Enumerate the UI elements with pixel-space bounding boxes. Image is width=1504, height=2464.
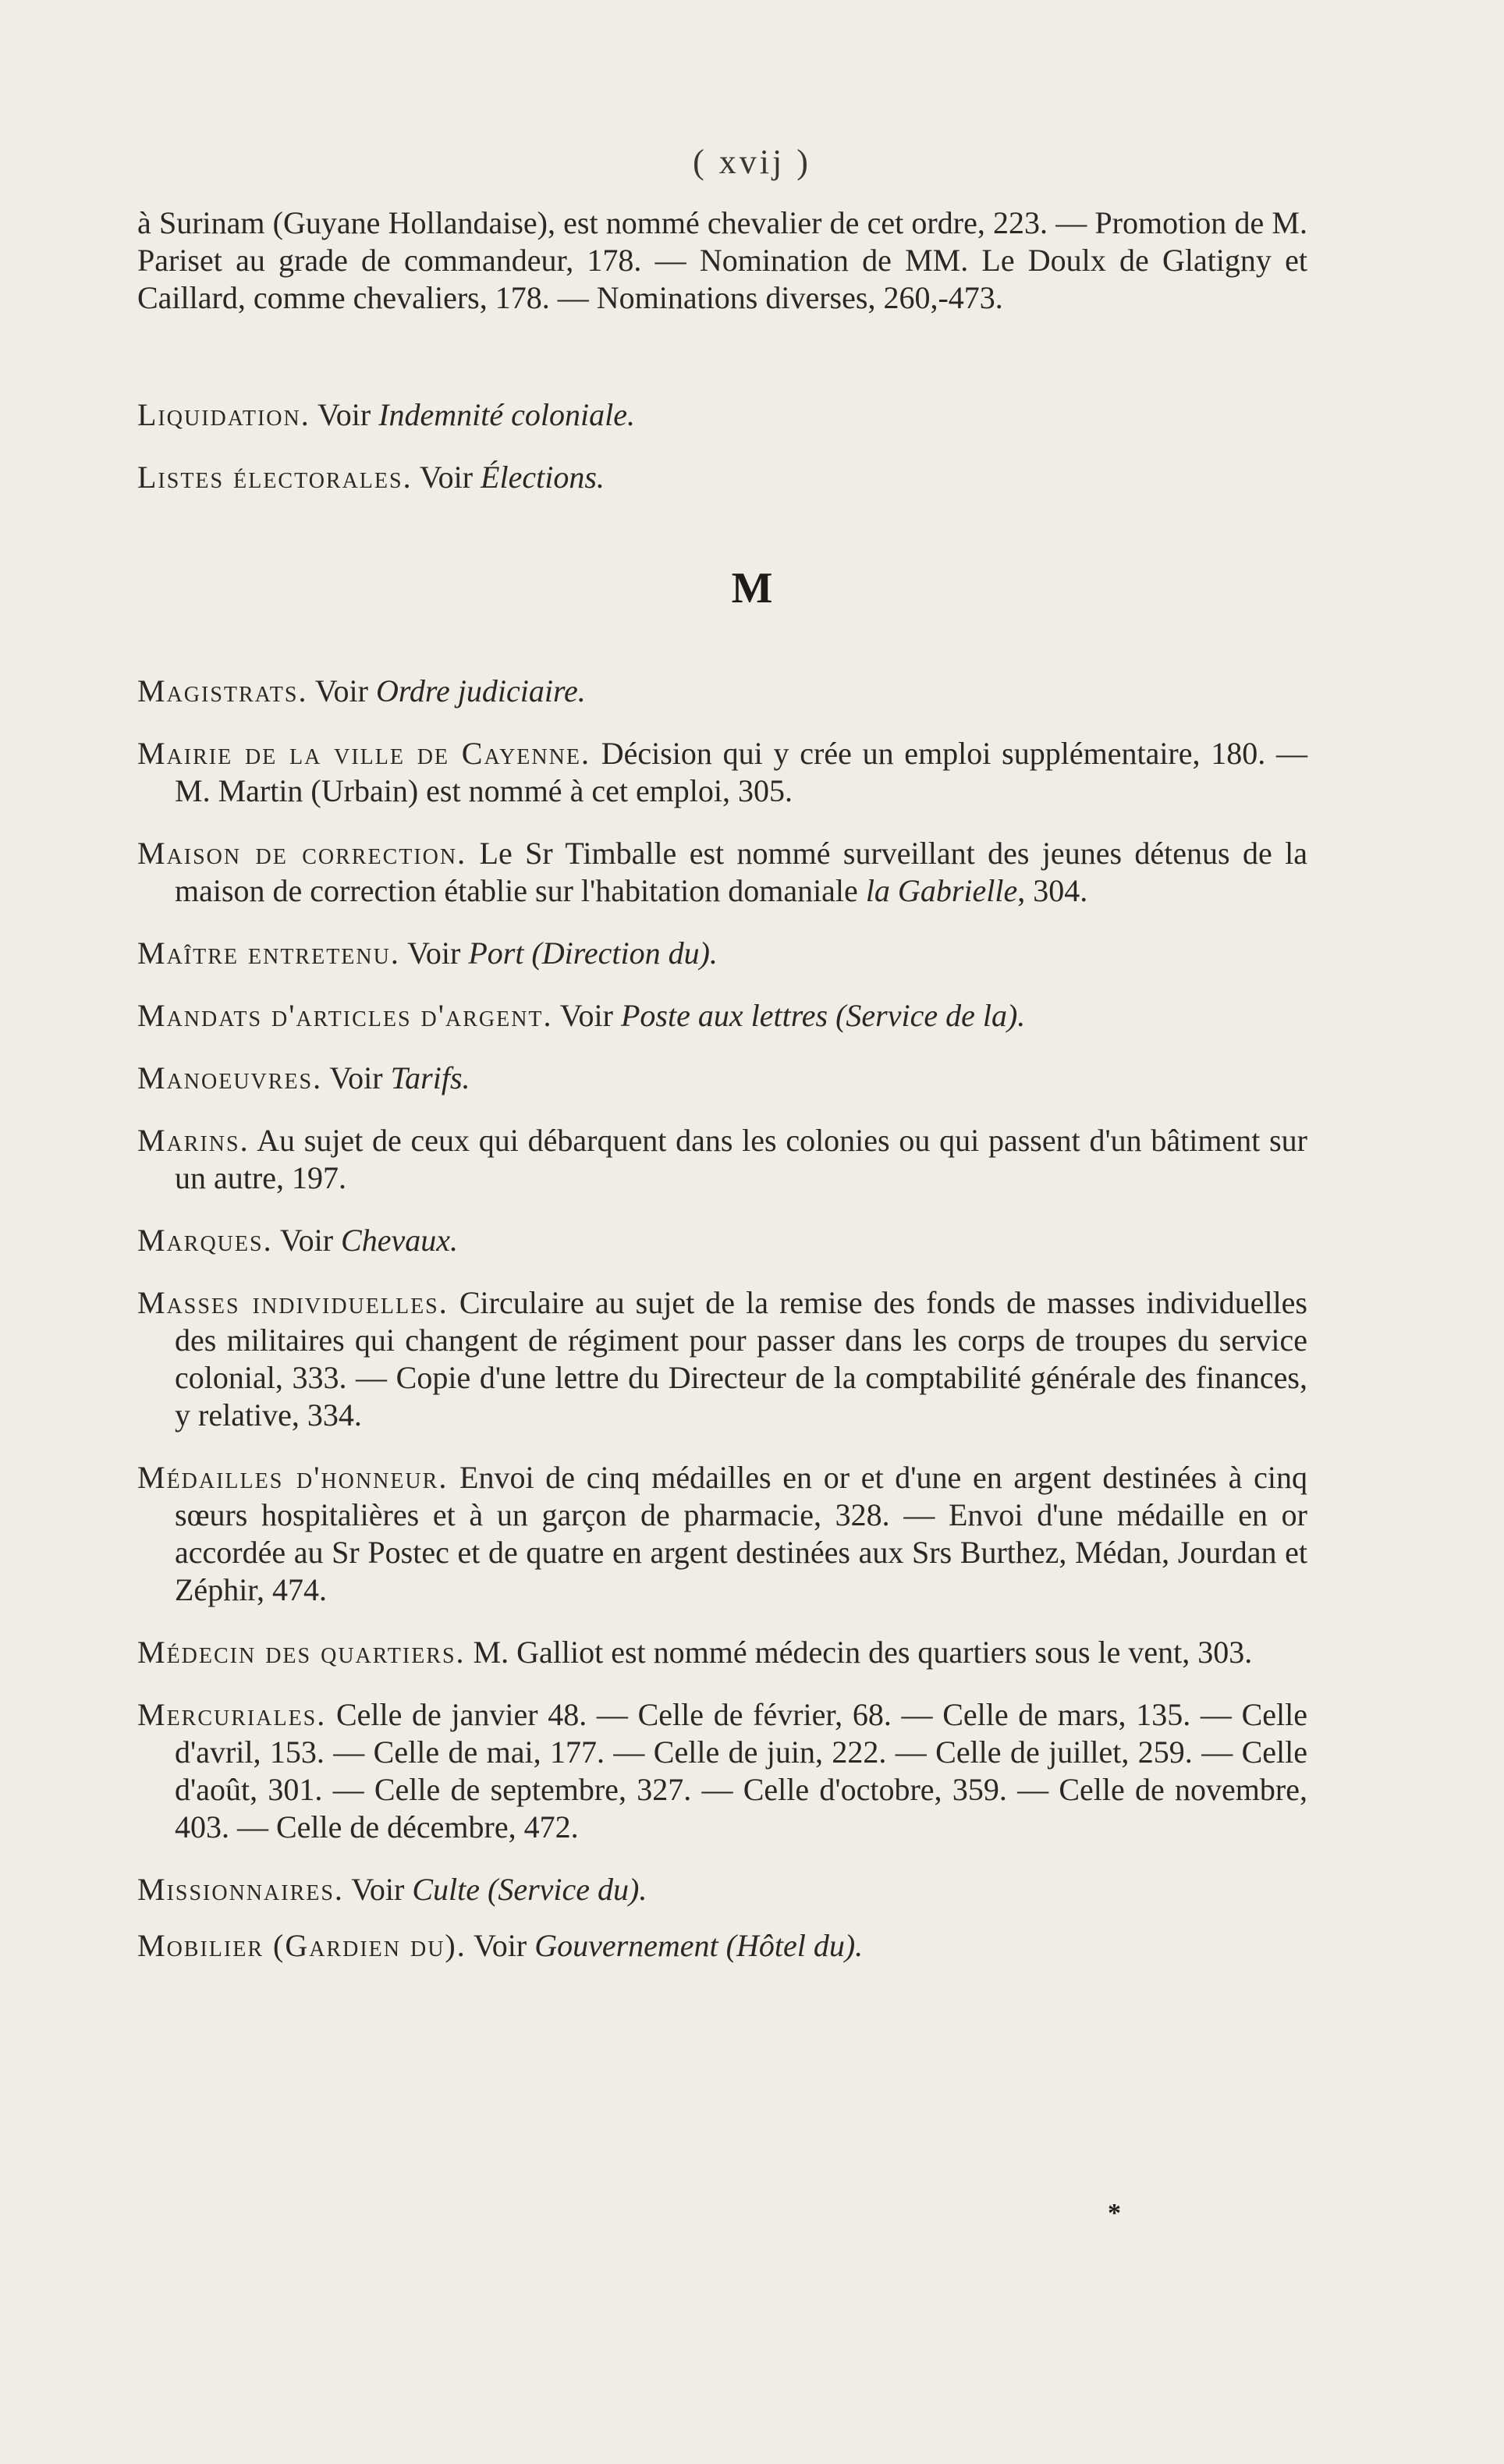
index-entry <box>137 673 1307 710</box>
page-number: ( xvij ) <box>693 143 811 181</box>
entry-heading: Maison de correction. <box>137 836 467 871</box>
entry-heading: Mercuriales. <box>137 1697 327 1732</box>
entry-heading: Marins. <box>137 1123 250 1158</box>
entry-heading: Missionnaires. <box>137 1872 344 1907</box>
entry-text: Voir <box>412 460 481 495</box>
entry-heading: Listes électorales. <box>137 460 413 495</box>
index-entry <box>137 1459 1307 1609</box>
entry-reference: Ordre judiciaire. <box>375 673 586 708</box>
index-entry <box>137 1927 1307 1965</box>
entry-reference: Élections. <box>481 460 605 495</box>
entry-reference: Indemnité coloniale. <box>378 397 635 432</box>
entry-text: Voir <box>310 397 379 432</box>
entry-reference: la Gabrielle <box>865 873 1018 908</box>
entry-reference: Tarifs. <box>390 1060 470 1095</box>
entry-reference: Poste aux lettres (Service de la). <box>620 998 1026 1033</box>
entry-text: Le Sr Timballe est nommé surveillant des jeunes détenus de la maison de correction établie sur l'habitation domaniale <box>175 836 1307 908</box>
entry-reference: Culte (Service du). <box>412 1872 647 1907</box>
index-entry <box>137 1122 1307 1197</box>
index-entry <box>137 1284 1307 1434</box>
entry-heading: Marques. <box>137 1223 273 1258</box>
entry-text: Envoi de cinq médailles en or et d'une en argent destinées à cinq sœurs hospitalières et à un garçon de pharmacie, 328. — Envoi d'une médaille en or accordée au Sr Postec et de quatre en argent destinées aux Srs Burthez, Médan, Jourdan et Zéphir, 474. <box>175 1460 1307 1607</box>
entry-heading: Liquidation. <box>137 397 310 432</box>
entry-text: Voir <box>399 936 469 971</box>
entry-heading: Mobilier (Gardien du). <box>137 1928 466 1963</box>
entry-heading: Maître entretenu. <box>137 936 400 971</box>
entry-text: Décision qui y crée un emploi supplémentaire, 180. — M. Martin (Urbain) est nommé à cet emploi, 305. <box>175 736 1307 808</box>
entries-top <box>137 396 1307 496</box>
entry-heading: Masses individuelles. <box>137 1285 449 1320</box>
section-letter: M <box>731 564 773 612</box>
index-entry <box>137 1222 1307 1259</box>
entry-heading: Manoeuvres. <box>137 1060 323 1095</box>
entries-main <box>137 673 1307 1965</box>
index-entry <box>137 1060 1307 1097</box>
entry-text: Voir <box>552 998 621 1033</box>
entry-text: Celle de janvier 48. — Celle de février, 68. — Celle de mars, 135. — Celle d'avril, 153. — Celle de mai, 177. — Celle de juin, 222. — Celle de juillet, 259. — Celle d'août, 301. — Celle de septembre, 327. — Celle d'octobre, 359. — Celle de novembre, 403. — Celle de décembre, 472. <box>175 1697 1307 1844</box>
entry-text: Voir <box>322 1060 391 1095</box>
entry-reference: Chevaux. <box>341 1223 458 1258</box>
index-entry <box>137 1634 1307 1671</box>
index-entry <box>137 997 1307 1035</box>
entry-text: Voir <box>272 1223 342 1258</box>
entry-text: Au sujet de ceux qui débarquent dans les colonies ou qui passent d'un bâtiment sur un autre, 197. <box>175 1123 1307 1195</box>
entry-tail: , 304. <box>1017 873 1088 908</box>
entry-heading: Médecin des quartiers. <box>137 1635 466 1670</box>
index-entry <box>137 459 1307 496</box>
entry-text: Voir <box>466 1928 535 1963</box>
entry-reference: Port (Direction du). <box>468 936 718 971</box>
entry-heading: Magistrats. <box>137 673 308 708</box>
entry-text: Voir <box>307 673 376 708</box>
entry-text: Voir <box>343 1872 413 1907</box>
entry-reference: Gouvernement (Hôtel du). <box>534 1928 864 1963</box>
entry-text: M. Galliot est nommé médecin des quartiers sous le vent, 303. <box>465 1635 1253 1670</box>
index-entry <box>137 1871 1307 1908</box>
signature-mark: * <box>1108 2199 1121 2228</box>
entry-heading: Mairie de la ville de Cayenne. <box>137 736 591 771</box>
index-entry <box>137 835 1307 910</box>
index-entry <box>137 1696 1307 1846</box>
entry-heading: Médailles d'honneur. <box>137 1460 449 1495</box>
continuation-block <box>137 204 1307 317</box>
entry-heading: Mandats d'articles d'argent. <box>137 998 553 1033</box>
index-entry <box>137 935 1307 972</box>
continuation-text: à Surinam (Guyane Hollandaise), est nommé chevalier de cet ordre, 223. — Promotion de M. Pariset au grade de commandeur, 178. — Nomination de MM. Le Doulx de Glatigny et Caillard, comme chevaliers, 178. — Nominations diverses, 260,-473. <box>137 205 1307 315</box>
entry-text: Circulaire au sujet de la remise des fonds de masses individuelles des militaires qui changent de régiment pour passer dans les corps de troupes du service colonial, 333. — Copie d'une lettre du Directeur de la comptabilité générale des finances, y relative, 334. <box>175 1285 1307 1433</box>
index-entry <box>137 396 1307 434</box>
index-entry <box>137 735 1307 810</box>
